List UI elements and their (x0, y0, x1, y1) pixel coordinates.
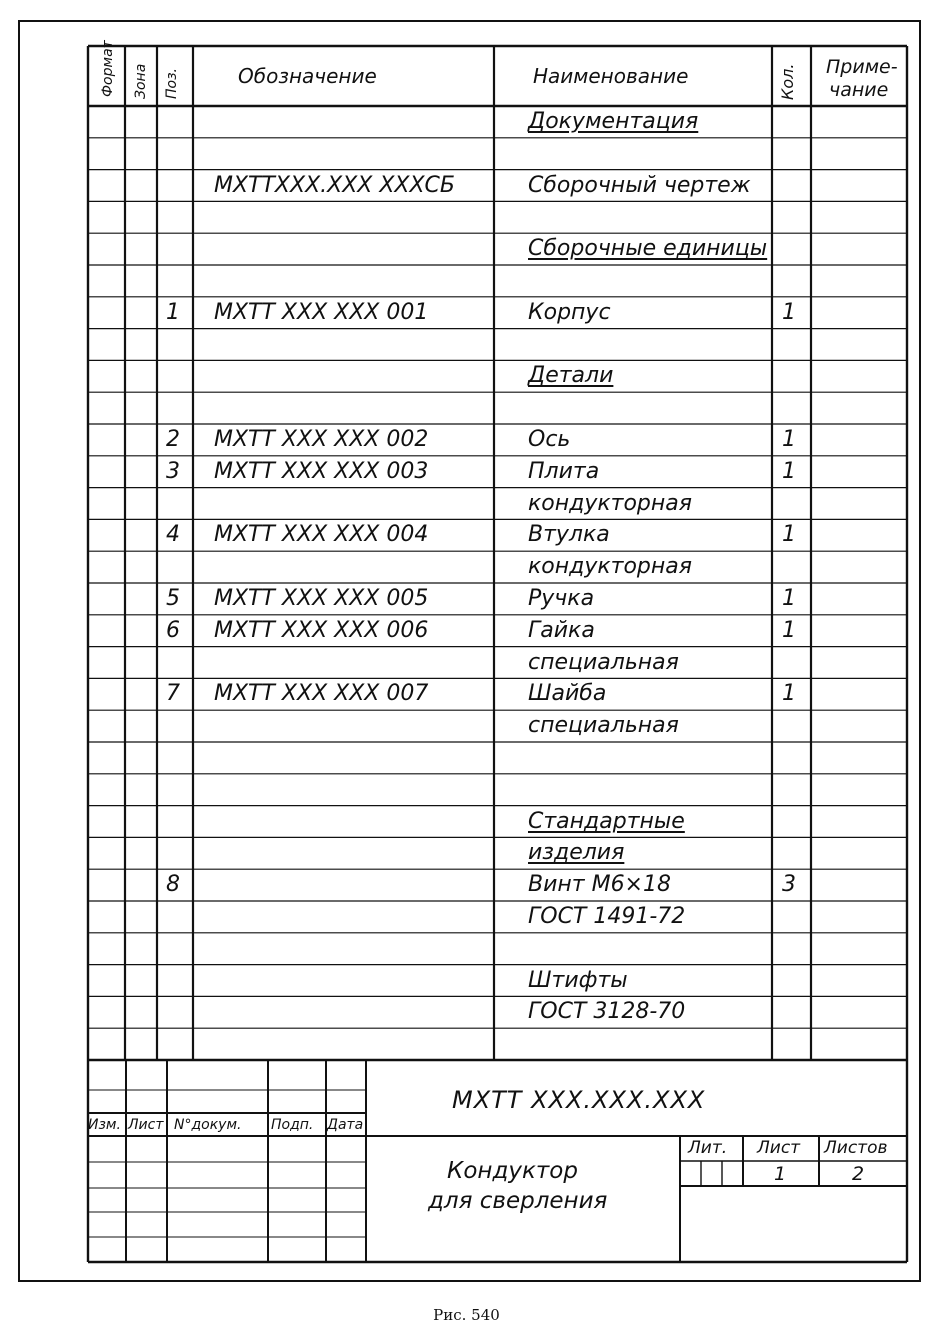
row-qty: 1 (782, 617, 796, 643)
row-designation: МХТТ ХХХ ХХХ 002 (214, 427, 429, 452)
row-designation: МХТТ ХХХ ХХХ 007 (214, 681, 429, 707)
row-name: Шайба (528, 681, 607, 707)
row-name: специальная (528, 713, 679, 739)
row-pos: 3 (166, 458, 180, 484)
row-name: Винт М6×18 (528, 872, 671, 898)
row-name: Сборочные единицы (528, 236, 768, 262)
row-designation: МХТТ ХХХ ХХХ 005 (214, 586, 429, 611)
lit-label: Лит. (688, 1138, 728, 1158)
header-format: Формат (100, 40, 116, 97)
row-name: Ось (528, 427, 571, 452)
row-pos: 6 (166, 617, 180, 643)
row-qty: 1 (782, 299, 796, 325)
title-line2: для сверления (428, 1188, 608, 1214)
header-note-line1: Приме- (826, 56, 898, 78)
row-qty: 1 (782, 458, 796, 484)
row-pos: 8 (166, 872, 180, 898)
title-line1: Кондуктор (447, 1158, 578, 1184)
header-qty: Кол. (778, 63, 797, 100)
row-name: Документация (528, 109, 699, 134)
row-name: кондукторная (528, 490, 692, 516)
row-designation: МХТТ ХХХ ХХХ 004 (214, 522, 429, 548)
row-name: изделия (528, 840, 625, 866)
row-name: Ручка (528, 586, 595, 611)
row-designation: МХТТХХХ.ХХХ ХХХСБ (214, 172, 456, 198)
row-name: Корпус (528, 299, 611, 325)
row-name: Штифты (528, 967, 628, 993)
row-qty: 1 (782, 586, 796, 611)
row-pos: 2 (166, 427, 180, 452)
figure-caption: Рис. 540 (433, 1306, 500, 1324)
tb-col-podp: Подп. (271, 1117, 314, 1133)
row-designation: МХТТ ХХХ ХХХ 003 (214, 458, 429, 484)
row-qty: 1 (782, 522, 796, 548)
row-name: Стандартные (528, 808, 685, 834)
sheets-label: Листов (824, 1138, 888, 1158)
row-pos: 4 (166, 522, 180, 548)
row-name: ГОСТ 1491-72 (528, 904, 686, 929)
tb-col-docum: N°докум. (174, 1117, 242, 1133)
header-name: Наименование (533, 64, 689, 88)
row-name: Втулка (528, 522, 610, 548)
row-qty: 1 (782, 427, 796, 452)
sheets-value: 2 (852, 1163, 865, 1185)
row-pos: 5 (166, 586, 180, 611)
row-qty: 1 (782, 681, 796, 707)
row-name: Плита (528, 458, 600, 484)
row-name: кондукторная (528, 554, 692, 580)
header-note-line2: чание (829, 79, 889, 101)
row-name: Гайка (528, 617, 595, 643)
row-pos: 1 (166, 299, 180, 325)
sheet-label: Лист (757, 1138, 801, 1158)
tb-col-data: Дата (327, 1117, 364, 1133)
doc-code: МХТТ ХХХ.ХХХ.ХХХ (452, 1086, 706, 1114)
row-name: Детали (528, 363, 614, 389)
header-pos: Поз. (164, 68, 180, 99)
row-designation: МХТТ ХХХ ХХХ 006 (214, 617, 429, 643)
row-pos: 7 (166, 681, 180, 707)
row-designation: МХТТ ХХХ ХХХ 001 (214, 299, 429, 325)
row-name: специальная (528, 649, 679, 675)
header-designation: Обозначение (238, 64, 377, 88)
header-zone: Зона (133, 63, 149, 99)
sheet-value: 1 (774, 1163, 787, 1185)
row-qty: 3 (782, 872, 796, 898)
tb-col-izm: Изм. (88, 1117, 121, 1133)
tb-col-list: Лист (128, 1117, 164, 1133)
row-name: ГОСТ 3128-70 (528, 999, 686, 1025)
row-name: Сборочный чертеж (528, 172, 751, 198)
